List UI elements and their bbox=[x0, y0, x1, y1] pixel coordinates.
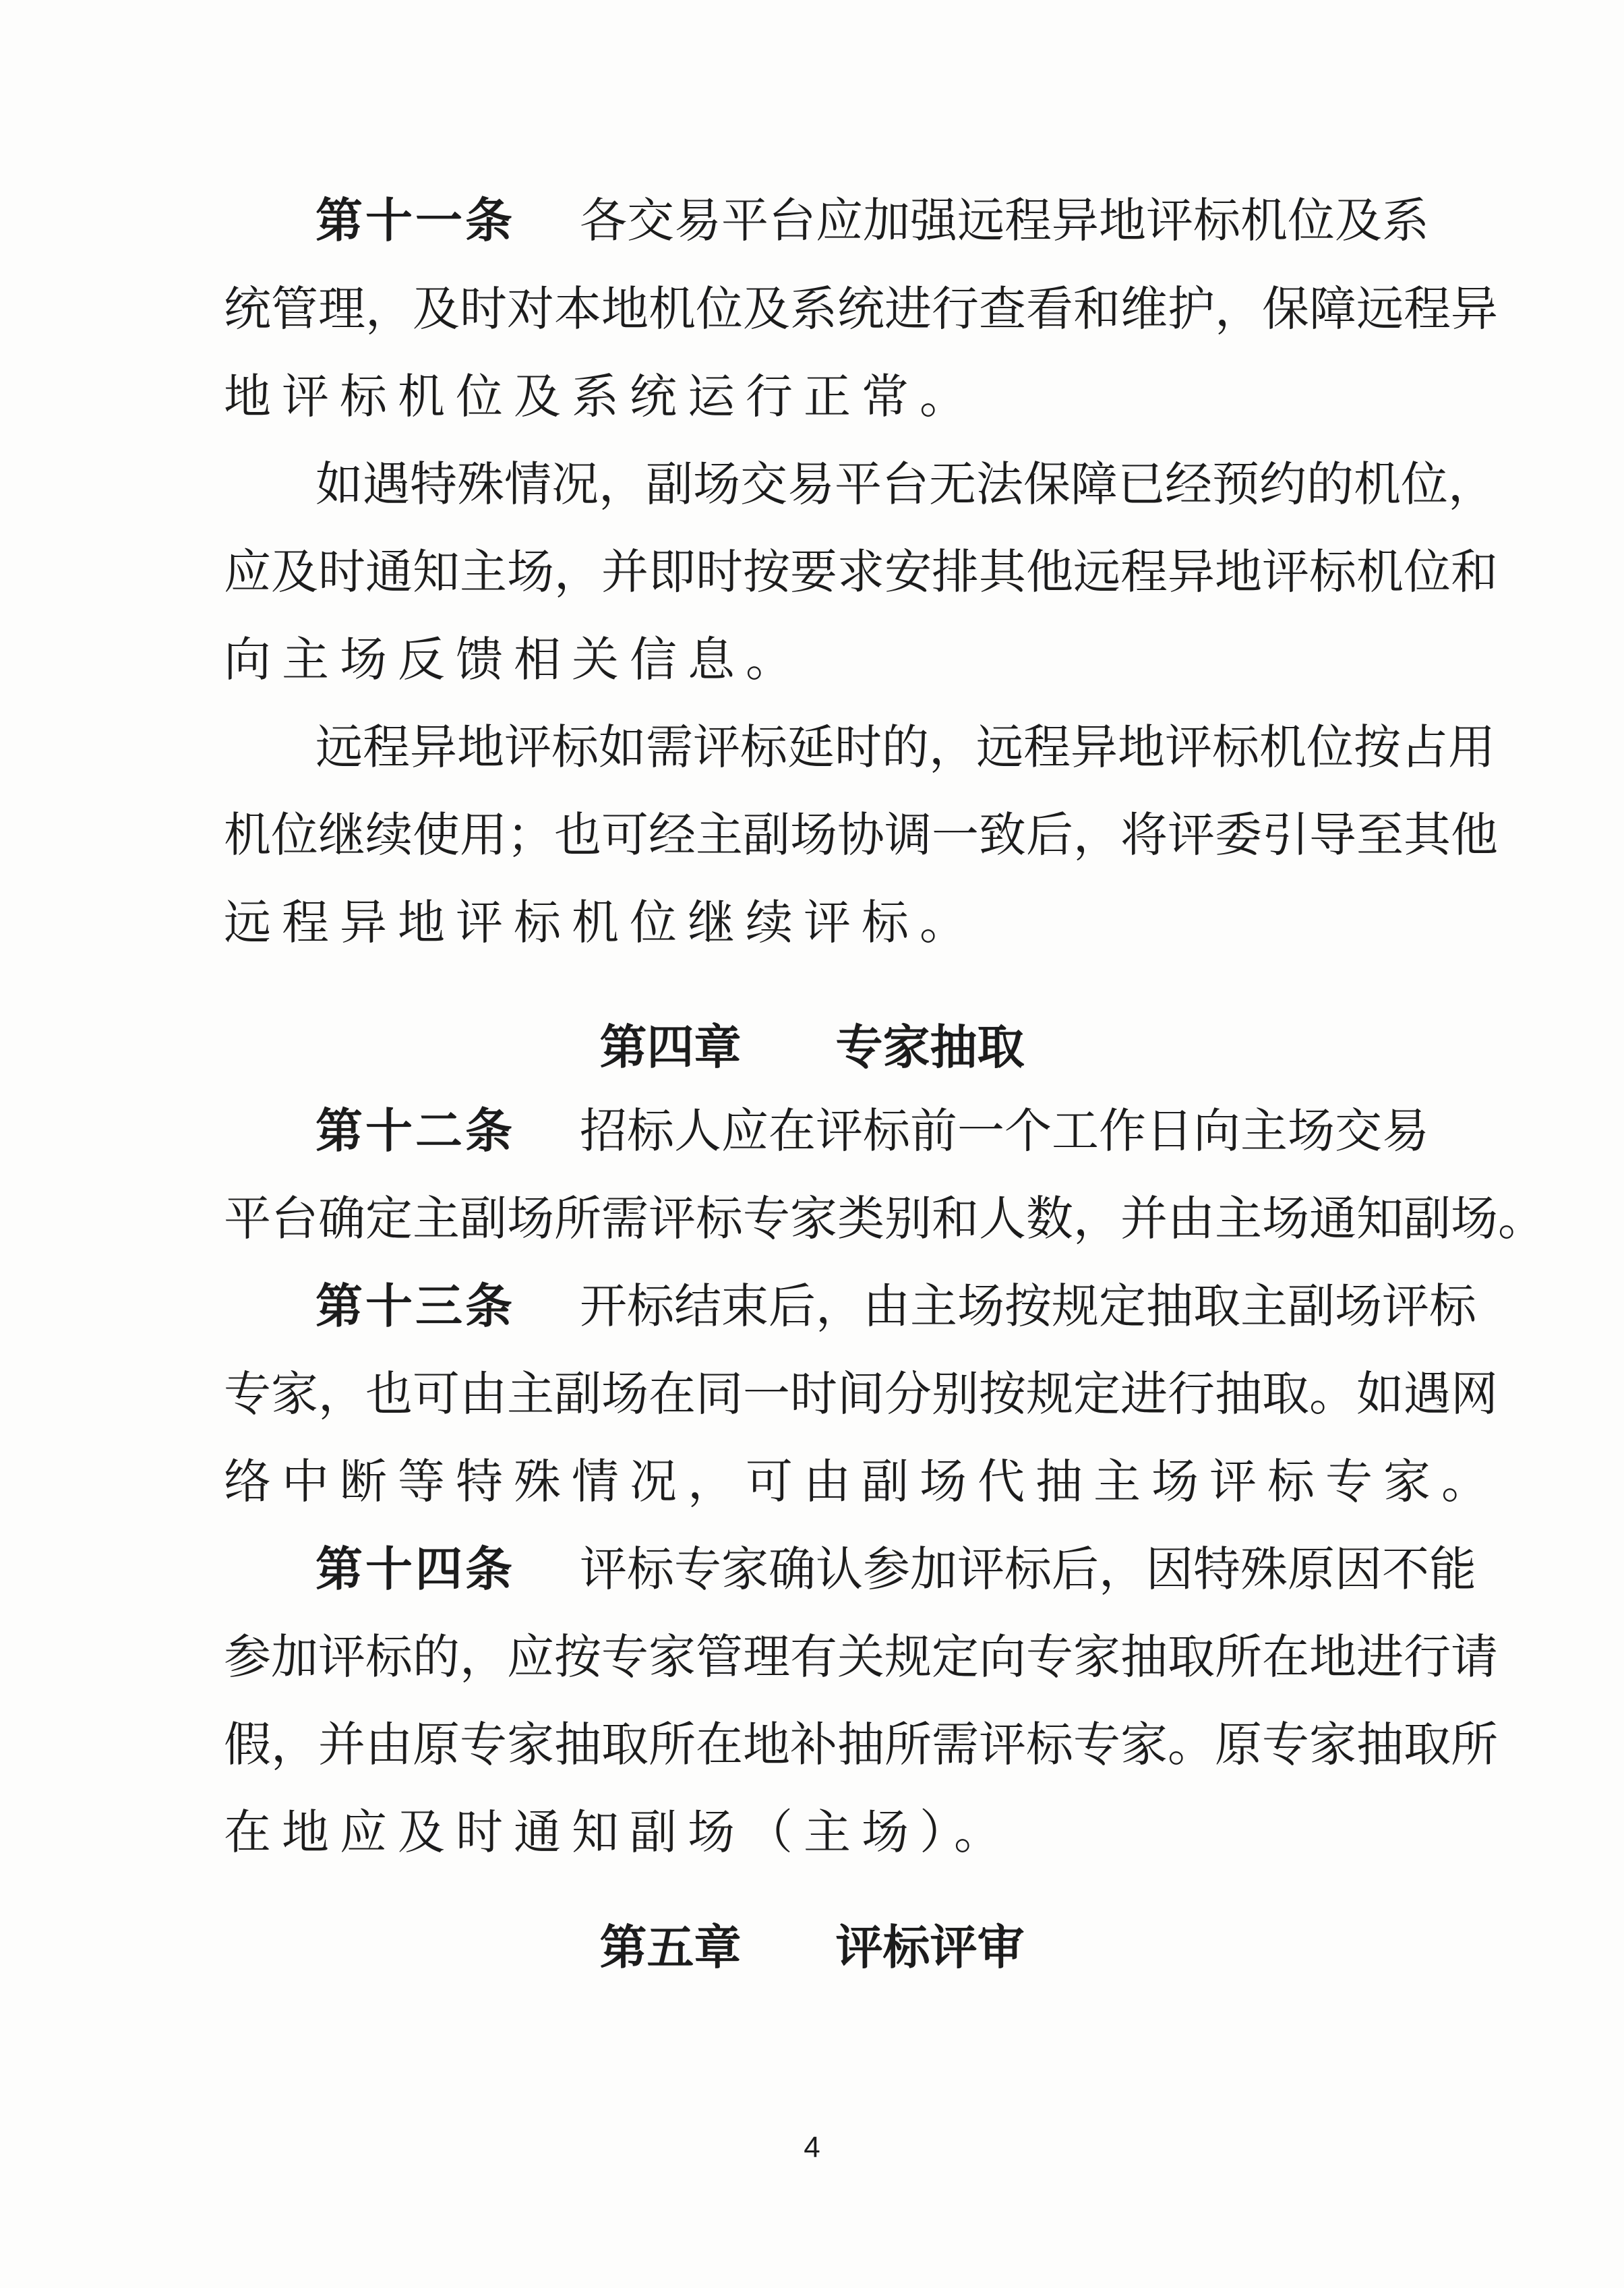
article11-label: 第十一条 bbox=[315, 192, 515, 248]
chapter5-number: 第五章 bbox=[599, 1919, 742, 1975]
chapter5-heading bbox=[0, 1917, 1624, 1978]
article11-text-1: 各交易平台应加强远程异地评标机位及系 bbox=[580, 193, 1429, 248]
article11-line-1 bbox=[315, 190, 1429, 251]
article12-label: 第十二条 bbox=[315, 1103, 515, 1158]
article14-label: 第十四条 bbox=[315, 1541, 515, 1597]
chapter4-title: 专家抽取 bbox=[835, 1019, 1025, 1075]
para3-line-2: 机位继续使用；也可经主副场协调一致后，将评委引导至其他 bbox=[224, 807, 1498, 862]
page-number: 4 bbox=[804, 2131, 820, 2164]
article12-line-1 bbox=[315, 1101, 1429, 1161]
article13-label: 第十三条 bbox=[315, 1278, 515, 1334]
para3-line-1: 远程异地评标如需评标延时的，远程异地评标机位按占用 bbox=[315, 720, 1495, 775]
para2-line-1: 如遇特殊情况，副场交易平台无法保障已经预约的机位， bbox=[315, 457, 1495, 512]
article11-line-3: 地评标机位及系统运行正常。 bbox=[224, 369, 978, 424]
article11-line-2: 统管理，及时对本地机位及系统进行查看和维护，保障远程异 bbox=[224, 281, 1498, 336]
chapter4-number: 第四章 bbox=[599, 1019, 742, 1075]
para2-line-2: 应及时通知主场，并即时按要求安排其他远程异地评标机位和 bbox=[224, 544, 1498, 599]
chapter5-title: 评标评审 bbox=[835, 1919, 1025, 1975]
article13-line-3: 络中断等特殊情况，可由副场代抽主场评标专家。 bbox=[224, 1454, 1499, 1509]
article14-line-4: 在地应及时通知副场（主场）。 bbox=[224, 1805, 1012, 1860]
article14-line-1 bbox=[315, 1539, 1476, 1600]
article13-text-1: 开标结束后，由主场按规定抽取主副场评标 bbox=[580, 1279, 1476, 1334]
chapter4-heading bbox=[0, 1017, 1624, 1078]
article12-line-2: 平台确定主副场所需评标专家类别和人数，并由主场通知副场。 bbox=[224, 1191, 1545, 1246]
para3-line-3: 远程异地评标机位继续评标。 bbox=[224, 895, 978, 950]
article13-line-1 bbox=[315, 1276, 1476, 1337]
article12-text-1: 招标人应在评标前一个工作日向主场交易 bbox=[580, 1103, 1429, 1158]
article14-text-1: 评标专家确认参加评标后，因特殊原因不能 bbox=[580, 1542, 1476, 1597]
para2-line-3: 向主场反馈相关信息。 bbox=[224, 632, 804, 687]
article14-line-2: 参加评标的，应按专家管理有关规定向专家抽取所在地进行请 bbox=[224, 1629, 1498, 1684]
article13-line-2: 专家，也可由主副场在同一时间分别按规定进行抽取。如遇网 bbox=[224, 1366, 1498, 1421]
article14-line-3: 假，并由原专家抽取所在地补抽所需评标专家。原专家抽取所 bbox=[224, 1717, 1498, 1772]
